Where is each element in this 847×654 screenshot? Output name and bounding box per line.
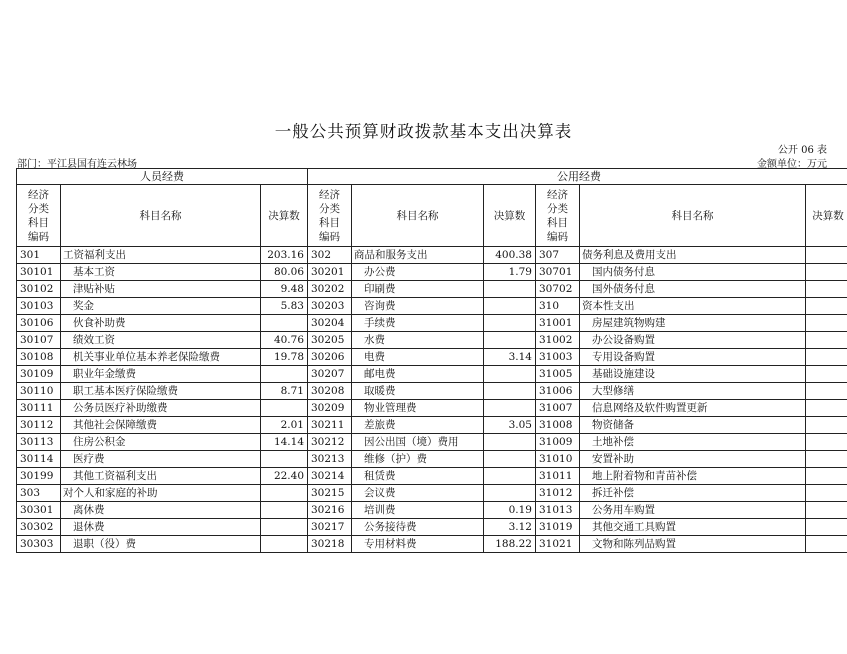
code-cell: 30114 <box>17 451 61 468</box>
name-cell: 津贴补贴 <box>61 281 261 298</box>
table-row <box>17 298 847 315</box>
header-name: 科目名称 <box>352 185 484 247</box>
code-cell: 31010 <box>536 451 580 468</box>
amount-cell <box>261 485 308 502</box>
code-cell: 30208 <box>308 383 352 400</box>
code-cell: 30212 <box>308 434 352 451</box>
name-cell: 房屋建筑物购建 <box>580 315 806 332</box>
table-row <box>17 434 847 451</box>
amount-cell <box>484 451 536 468</box>
amount-cell: 22.40 <box>261 468 308 485</box>
code-cell: 30217 <box>308 519 352 536</box>
name-cell: 职工基本医疗保险缴费 <box>61 383 261 400</box>
amount-cell <box>806 536 847 553</box>
name-cell: 办公设备购置 <box>580 332 806 349</box>
amount-cell <box>806 247 847 264</box>
amount-cell: 0.19 <box>484 502 536 519</box>
name-cell: 绩效工资 <box>61 332 261 349</box>
code-cell: 310 <box>536 298 580 315</box>
code-cell: 31011 <box>536 468 580 485</box>
amount-cell <box>806 315 847 332</box>
amount-cell <box>484 298 536 315</box>
code-cell: 30209 <box>308 400 352 417</box>
header-code: 经济分类科目编码 <box>536 185 580 247</box>
amount-cell: 2.01 <box>261 417 308 434</box>
code-cell: 31003 <box>536 349 580 366</box>
code-cell: 30103 <box>17 298 61 315</box>
table-row <box>17 519 847 536</box>
table-row <box>17 281 847 298</box>
amount-cell <box>261 502 308 519</box>
table-row <box>17 264 847 281</box>
amount-cell <box>806 400 847 417</box>
amount-cell <box>806 502 847 519</box>
code-cell: 31005 <box>536 366 580 383</box>
amount-cell <box>484 485 536 502</box>
amount-cell <box>806 281 847 298</box>
name-cell: 专用材料费 <box>352 536 484 553</box>
name-cell: 专用设备购置 <box>580 349 806 366</box>
amount-cell: 3.05 <box>484 417 536 434</box>
amount-cell: 14.14 <box>261 434 308 451</box>
code-cell: 30214 <box>308 468 352 485</box>
name-cell: 机关事业单位基本养老保险缴费 <box>61 349 261 366</box>
name-cell: 物业管理费 <box>352 400 484 417</box>
code-cell: 30204 <box>308 315 352 332</box>
code-cell: 30207 <box>308 366 352 383</box>
amount-cell <box>484 434 536 451</box>
amount-cell <box>806 383 847 400</box>
name-cell: 邮电费 <box>352 366 484 383</box>
amount-cell <box>806 332 847 349</box>
code-cell: 30303 <box>17 536 61 553</box>
code-cell: 30106 <box>17 315 61 332</box>
name-cell: 公务用车购置 <box>580 502 806 519</box>
amount-cell: 40.76 <box>261 332 308 349</box>
code-cell: 30107 <box>17 332 61 349</box>
name-cell: 奖金 <box>61 298 261 315</box>
name-cell: 住房公积金 <box>61 434 261 451</box>
code-cell: 31001 <box>536 315 580 332</box>
name-cell: 其他工资福利支出 <box>61 468 261 485</box>
amount-cell <box>484 383 536 400</box>
code-cell: 30302 <box>17 519 61 536</box>
amount-cell: 8.71 <box>261 383 308 400</box>
code-cell: 30113 <box>17 434 61 451</box>
amount-cell: 3.14 <box>484 349 536 366</box>
amount-cell <box>806 451 847 468</box>
table-row <box>17 536 847 553</box>
header-code: 经济分类科目编码 <box>308 185 352 247</box>
amount-cell <box>806 366 847 383</box>
amount-cell: 203.16 <box>261 247 308 264</box>
name-cell: 退休费 <box>61 519 261 536</box>
amount-cell <box>484 366 536 383</box>
name-cell: 水费 <box>352 332 484 349</box>
code-cell: 30203 <box>308 298 352 315</box>
amount-cell <box>806 485 847 502</box>
amount-cell <box>806 298 847 315</box>
code-cell: 30216 <box>308 502 352 519</box>
code-cell: 30206 <box>308 349 352 366</box>
amount-cell <box>806 519 847 536</box>
name-cell: 工资福利支出 <box>61 247 261 264</box>
name-cell: 商品和服务支出 <box>352 247 484 264</box>
header-name: 科目名称 <box>61 185 261 247</box>
name-cell: 拆迁补偿 <box>580 485 806 502</box>
amount-cell <box>261 519 308 536</box>
code-cell: 30205 <box>308 332 352 349</box>
amount-cell <box>484 468 536 485</box>
code-cell: 31021 <box>536 536 580 553</box>
code-cell: 30701 <box>536 264 580 281</box>
code-cell: 30199 <box>17 468 61 485</box>
amount-cell <box>261 536 308 553</box>
name-cell: 医疗费 <box>61 451 261 468</box>
name-cell: 资本性支出 <box>580 298 806 315</box>
amount-cell <box>484 400 536 417</box>
name-cell: 国外债务付息 <box>580 281 806 298</box>
code-cell: 30102 <box>17 281 61 298</box>
code-cell: 30702 <box>536 281 580 298</box>
code-cell: 30202 <box>308 281 352 298</box>
table-row <box>17 247 847 264</box>
header-amount: 决算数 <box>261 185 308 247</box>
code-cell: 30215 <box>308 485 352 502</box>
name-cell: 文物和陈列品购置 <box>580 536 806 553</box>
code-cell: 31006 <box>536 383 580 400</box>
name-cell: 取暖费 <box>352 383 484 400</box>
code-cell: 31002 <box>536 332 580 349</box>
amount-cell: 9.48 <box>261 281 308 298</box>
name-cell: 会议费 <box>352 485 484 502</box>
amount-cell: 1.79 <box>484 264 536 281</box>
name-cell: 公务员医疗补助缴费 <box>61 400 261 417</box>
group-header-public: 公用经费 <box>308 169 847 185</box>
amount-cell: 188.22 <box>484 536 536 553</box>
code-cell: 307 <box>536 247 580 264</box>
name-cell: 手续费 <box>352 315 484 332</box>
page-title: 一般公共预算财政拨款基本支出决算表 <box>274 122 573 141</box>
code-cell: 31012 <box>536 485 580 502</box>
amount-cell: 5.83 <box>261 298 308 315</box>
code-cell: 31013 <box>536 502 580 519</box>
table-row <box>17 502 847 519</box>
name-cell: 土地补偿 <box>580 434 806 451</box>
code-cell: 30218 <box>308 536 352 553</box>
code-cell: 30211 <box>308 417 352 434</box>
amount-cell <box>806 468 847 485</box>
amount-cell <box>261 366 308 383</box>
table-row <box>17 383 847 400</box>
amount-cell <box>484 281 536 298</box>
amount-cell: 400.38 <box>484 247 536 264</box>
amount-cell <box>806 349 847 366</box>
amount-cell: 3.12 <box>484 519 536 536</box>
header-amount: 决算数 <box>806 185 847 247</box>
name-cell: 安置补助 <box>580 451 806 468</box>
header-name: 科目名称 <box>580 185 806 247</box>
name-cell: 伙食补助费 <box>61 315 261 332</box>
code-cell: 31007 <box>536 400 580 417</box>
amount-cell: 19.78 <box>261 349 308 366</box>
code-cell: 30213 <box>308 451 352 468</box>
amount-cell <box>806 264 847 281</box>
name-cell: 离休费 <box>61 502 261 519</box>
expenditure-table <box>16 168 847 553</box>
code-cell: 31019 <box>536 519 580 536</box>
table-row <box>17 349 847 366</box>
code-cell: 301 <box>17 247 61 264</box>
table-row <box>17 417 847 434</box>
name-cell: 租赁费 <box>352 468 484 485</box>
name-cell: 维修（护）费 <box>352 451 484 468</box>
name-cell: 物资储备 <box>580 417 806 434</box>
name-cell: 其他交通工具购置 <box>580 519 806 536</box>
name-cell: 职业年金缴费 <box>61 366 261 383</box>
amount-cell: 80.06 <box>261 264 308 281</box>
name-cell: 其他社会保障缴费 <box>61 417 261 434</box>
table-row <box>17 315 847 332</box>
name-cell: 电费 <box>352 349 484 366</box>
name-cell: 基础设施建设 <box>580 366 806 383</box>
code-cell: 30110 <box>17 383 61 400</box>
code-cell: 31009 <box>536 434 580 451</box>
amount-cell <box>806 417 847 434</box>
name-cell: 国内债务付息 <box>580 264 806 281</box>
name-cell: 对个人和家庭的补助 <box>61 485 261 502</box>
header-code: 经济分类科目编码 <box>17 185 61 247</box>
amount-cell <box>261 315 308 332</box>
group-header-personnel: 人员经费 <box>17 169 308 185</box>
code-cell: 31008 <box>536 417 580 434</box>
name-cell: 培训费 <box>352 502 484 519</box>
name-cell: 公务接待费 <box>352 519 484 536</box>
code-cell: 30111 <box>17 400 61 417</box>
code-cell: 30112 <box>17 417 61 434</box>
table-row <box>17 485 847 502</box>
table-row <box>17 332 847 349</box>
code-cell: 30301 <box>17 502 61 519</box>
code-cell: 302 <box>308 247 352 264</box>
amount-cell <box>261 400 308 417</box>
table-body <box>17 247 847 553</box>
name-cell: 地上附着物和青苗补偿 <box>580 468 806 485</box>
header-amount: 决算数 <box>484 185 536 247</box>
name-cell: 大型修缮 <box>580 383 806 400</box>
name-cell: 基本工资 <box>61 264 261 281</box>
name-cell: 印刷费 <box>352 281 484 298</box>
department-label: 部门：平江县国有连云林场 <box>17 159 137 170</box>
code-cell: 30201 <box>308 264 352 281</box>
table-row <box>17 468 847 485</box>
form-number: 公开 06 表 <box>777 145 827 156</box>
amount-cell <box>484 315 536 332</box>
amount-cell <box>806 434 847 451</box>
amount-cell <box>484 332 536 349</box>
name-cell: 咨询费 <box>352 298 484 315</box>
table-row <box>17 451 847 468</box>
name-cell: 债务利息及费用支出 <box>580 247 806 264</box>
name-cell: 退职（役）费 <box>61 536 261 553</box>
name-cell: 差旅费 <box>352 417 484 434</box>
code-cell: 30101 <box>17 264 61 281</box>
table-row <box>17 400 847 417</box>
table-row <box>17 366 847 383</box>
name-cell: 因公出国（境）费用 <box>352 434 484 451</box>
name-cell: 办公费 <box>352 264 484 281</box>
unit-label: 金额单位：万元 <box>757 159 827 170</box>
amount-cell <box>261 451 308 468</box>
name-cell: 信息网络及软件购置更新 <box>580 400 806 417</box>
code-cell: 30109 <box>17 366 61 383</box>
code-cell: 303 <box>17 485 61 502</box>
code-cell: 30108 <box>17 349 61 366</box>
